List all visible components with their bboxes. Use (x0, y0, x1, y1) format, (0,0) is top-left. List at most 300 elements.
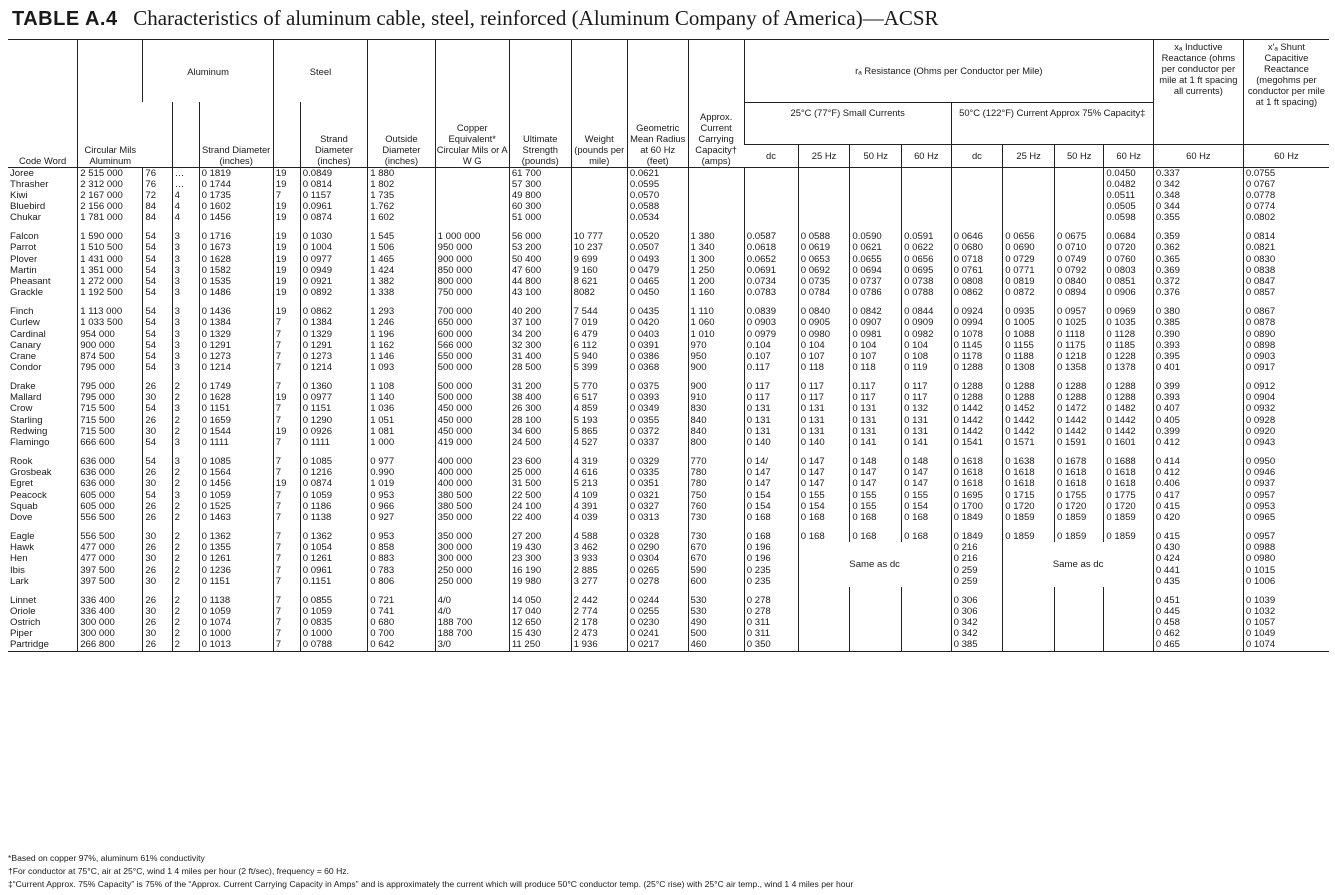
value-cell: 1 036 (368, 403, 435, 414)
value-cell: 1 033 500 (78, 317, 143, 328)
value-cell (902, 167, 951, 179)
header-outside-diameter: Outside Diameter (inches) (368, 40, 435, 168)
code-word-cell: Plover (10, 253, 38, 265)
value-cell: 0 0808 (951, 276, 1003, 287)
value-cell: 0 1214 (199, 362, 273, 373)
value-cell (571, 201, 627, 212)
group-spacer (8, 373, 1329, 381)
value-cell: 0 118 (798, 362, 850, 373)
table-row (8, 478, 1329, 489)
value-cell: 17 040 (509, 606, 571, 617)
value-cell: 3 (172, 437, 199, 448)
value-cell: 0 1618 (1054, 478, 1103, 489)
value-cell: 0 155 (850, 490, 902, 501)
value-cell: 0 0321 (627, 490, 688, 501)
value-cell: 0 131 (744, 403, 798, 414)
value-cell: 0 380 (1153, 306, 1243, 317)
spacer-cell (951, 373, 1003, 381)
value-cell: 7 (273, 467, 300, 478)
value-cell: 0 1273 (199, 351, 273, 362)
value-cell (1104, 628, 1154, 639)
value-cell: 0 1085 (199, 456, 273, 467)
code-word-cell: Peacock (10, 489, 47, 501)
value-cell: 0 1059 (199, 490, 273, 501)
value-cell: 0.0821 (1243, 242, 1329, 253)
spacer-cell (1243, 298, 1329, 306)
value-cell: 0 1456 (199, 478, 273, 489)
value-cell (688, 179, 744, 190)
value-cell (1054, 201, 1103, 212)
value-cell: 0 0588 (798, 231, 850, 242)
value-cell: 460 (688, 639, 744, 651)
value-cell: 0 147 (798, 478, 850, 489)
value-cell: 840 (688, 426, 744, 437)
value-cell: 0 1859 (1054, 512, 1103, 523)
value-cell: 0 131 (798, 403, 850, 414)
value-cell: 0 196 (744, 542, 798, 553)
value-cell: 3 (172, 340, 199, 351)
value-cell (571, 167, 627, 179)
value-cell: 0 107 (850, 351, 902, 362)
value-cell: 0.0783 (744, 287, 798, 298)
value-cell: 26 (143, 565, 172, 576)
header-res-25c: 25°C (77°F) Small Currents (744, 102, 951, 144)
header-al-blank-2 (172, 102, 199, 167)
spacer-cell (1243, 587, 1329, 595)
value-cell: 0 0435 (627, 306, 688, 317)
value-cell: 3 (172, 306, 199, 317)
code-word-cell: Finch (10, 306, 34, 318)
value-cell: 0 147 (744, 467, 798, 478)
value-cell: … (172, 167, 199, 179)
header-gmr: Geometric Mean Radius at 60 Hz (feet) (627, 40, 688, 168)
spacer-cell (273, 223, 300, 231)
value-cell: 0.385 (1153, 317, 1243, 328)
code-word-cell: Flamingo (10, 436, 50, 448)
value-cell: 0 131 (798, 415, 850, 426)
value-cell: 0.362 (1153, 242, 1243, 253)
value-cell: 0 1155 (1003, 340, 1055, 351)
value-cell: 2 (172, 606, 199, 617)
spacer-cell (1054, 587, 1103, 595)
value-cell: 188 700 (435, 617, 509, 628)
value-cell: 0 1057 (1243, 617, 1329, 628)
value-cell: 556 500 (78, 512, 143, 523)
code-word-cell: Ibis (10, 564, 25, 576)
header-al-blank (143, 102, 172, 167)
spacer-cell (627, 373, 688, 381)
value-cell: 84 (143, 201, 172, 212)
value-cell: 0 1054 (300, 542, 367, 553)
value-cell: 0 1859 (1054, 531, 1103, 542)
table-row (8, 501, 1329, 512)
value-cell: 715 500 (78, 426, 143, 437)
header-circular-mils: Circular Mils Aluminum (78, 40, 143, 168)
value-cell: 0 1078 (951, 329, 1003, 340)
value-cell: 4 616 (571, 467, 627, 478)
value-cell (435, 179, 509, 190)
value-cell: 0 147 (850, 467, 902, 478)
value-cell: 250 000 (435, 576, 509, 587)
spacer-cell (1054, 298, 1103, 306)
value-cell: 0 1618 (951, 467, 1003, 478)
value-cell: 24 500 (509, 437, 571, 448)
value-cell: 0 0375 (627, 381, 688, 392)
value-cell: 0 148 (850, 456, 902, 467)
value-cell: 54 (143, 306, 172, 317)
spacer-cell (951, 298, 1003, 306)
value-cell: 0 1716 (199, 231, 273, 242)
spacer-cell (850, 223, 902, 231)
value-cell: 770 (688, 456, 744, 467)
value-cell: 0 462 (1153, 628, 1243, 639)
value-cell: 0 1535 (199, 276, 273, 287)
value-cell: 5 399 (571, 362, 627, 373)
value-cell: 0 131 (902, 426, 951, 437)
spacer-cell (951, 448, 1003, 456)
value-cell: 0 1362 (199, 531, 273, 542)
value-cell: 0.0511 (1104, 190, 1154, 201)
value-cell: 0 14/ (744, 456, 798, 467)
value-cell: 0 1735 (199, 190, 273, 201)
table-row (8, 190, 1329, 201)
value-cell: 72 (143, 190, 172, 201)
value-cell: 1 602 (368, 212, 435, 223)
value-cell (1054, 639, 1103, 651)
value-cell: 0 1175 (1054, 340, 1103, 351)
value-cell (798, 639, 850, 651)
spacer-cell (368, 523, 435, 531)
value-cell: 31 200 (509, 381, 571, 392)
value-cell: 0.406 (1153, 478, 1243, 489)
value-cell: 0 1218 (1054, 351, 1103, 362)
value-cell: 730 (688, 512, 744, 523)
footnote-conductor: †For conductor at 75°C, air at 25°C, wind 1 4 miles per hour (2 ft/sec), frequency = 60 Hz. (8, 866, 349, 876)
value-cell: 0 131 (850, 403, 902, 414)
value-cell: 5 865 (571, 426, 627, 437)
value-cell: 1 510 500 (78, 242, 143, 253)
value-cell: 0 1564 (199, 467, 273, 478)
value-cell: 0 0979 (744, 329, 798, 340)
value-cell: 0 927 (368, 512, 435, 523)
value-cell: 0 0892 (300, 287, 367, 298)
value-cell: 0 977 (368, 456, 435, 467)
value-cell: 19 (273, 265, 300, 276)
value-cell: 26 (143, 501, 172, 512)
value-cell: 0 0965 (1243, 512, 1329, 523)
value-cell: 0.355 (1153, 212, 1243, 223)
value-cell: 0 0977 (300, 254, 367, 265)
table-row (8, 351, 1329, 362)
value-cell: 0 0680 (951, 242, 1003, 253)
value-cell: 0 0368 (627, 362, 688, 373)
value-cell: 0 168 (744, 531, 798, 542)
spacer-cell (688, 448, 744, 456)
spacer-cell (744, 223, 798, 231)
spacer-cell (368, 448, 435, 456)
value-cell (902, 595, 951, 606)
value-cell: 0 0349 (627, 403, 688, 414)
value-cell: 19 430 (509, 542, 571, 553)
value-cell: 0.117 (850, 381, 902, 392)
table-row (8, 265, 1329, 276)
value-cell: 0 0694 (850, 265, 902, 276)
spacer-cell (8, 448, 78, 456)
spacer-cell (172, 298, 199, 306)
code-word-cell: Thrasher (10, 178, 49, 190)
value-cell: 0 1859 (1104, 531, 1154, 542)
value-cell: 0 0844 (902, 306, 951, 317)
value-cell: 0 0479 (627, 265, 688, 276)
value-cell: 1 338 (368, 287, 435, 298)
value-cell: 7 (273, 403, 300, 414)
value-cell: 0 0327 (627, 501, 688, 512)
value-cell: 0 168 (850, 512, 902, 523)
value-cell: 0 117 (798, 392, 850, 403)
value-cell: 0 147 (798, 456, 850, 467)
value-cell: 7 (273, 542, 300, 553)
spacer-cell (798, 448, 850, 456)
spacer-cell (902, 373, 951, 381)
value-cell: 0 1541 (951, 437, 1003, 448)
value-cell: 0 131 (744, 426, 798, 437)
value-cell: 0 1291 (199, 340, 273, 351)
value-cell: 0 0898 (1243, 340, 1329, 351)
spacer-cell (78, 587, 143, 595)
footnote-copper: *Based on copper 97%, aluminum 61% conductivity (8, 853, 205, 863)
value-cell: 0 1188 (1003, 351, 1055, 362)
value-cell: 0 117 (744, 381, 798, 392)
value-cell (744, 179, 798, 190)
value-cell: 0 235 (744, 565, 798, 576)
value-cell: 0 0244 (627, 595, 688, 606)
same-as-dc-note: Same as dc (798, 542, 951, 587)
value-cell: 0 1025 (1054, 317, 1103, 328)
value-cell: 450 000 (435, 403, 509, 414)
value-cell (1054, 606, 1103, 617)
value-cell: 0 1638 (1003, 456, 1055, 467)
value-cell: 0 131 (850, 415, 902, 426)
spacer-cell (1243, 523, 1329, 531)
value-cell: 19 (273, 212, 300, 223)
value-cell: 0 140 (744, 437, 798, 448)
value-cell (571, 179, 627, 190)
value-cell: 0 0855 (300, 595, 367, 606)
value-cell: 4 039 (571, 512, 627, 523)
value-cell: 830 (688, 403, 744, 414)
value-cell: 0 132 (902, 403, 951, 414)
header-ultimate-strength: Ultimate Strength (pounds) (509, 40, 571, 168)
spacer-cell (688, 373, 744, 381)
value-cell: 795 000 (78, 362, 143, 373)
value-cell: 1 000 000 (435, 231, 509, 242)
value-cell: 0 131 (744, 415, 798, 426)
value-cell: 650 000 (435, 317, 509, 328)
value-cell: 0 1486 (199, 287, 273, 298)
footnotes (8, 852, 1328, 891)
value-cell: 0 0903 (1243, 351, 1329, 362)
code-word-cell: Linnet (10, 594, 37, 606)
value-cell: 0 0329 (627, 456, 688, 467)
spacer-cell (8, 587, 78, 595)
value-cell: 380 500 (435, 490, 509, 501)
value-cell: 0 0838 (1243, 265, 1329, 276)
value-cell (798, 167, 850, 179)
spacer-cell (688, 587, 744, 595)
value-cell: 0 0907 (850, 317, 902, 328)
value-cell: 0 1185 (1104, 340, 1154, 351)
value-cell: 0 0961 (300, 565, 367, 576)
value-cell: 0.0755 (1243, 167, 1329, 179)
value-cell: 0 435 (1153, 576, 1243, 587)
table-row (8, 287, 1329, 298)
value-cell: 6 112 (571, 340, 627, 351)
value-cell: 0 465 (1153, 639, 1243, 651)
spacer-cell (1003, 373, 1055, 381)
value-cell: 1 880 (368, 167, 435, 179)
table-row (8, 606, 1329, 617)
value-cell: 636 000 (78, 478, 143, 489)
value-cell: 0 147 (744, 478, 798, 489)
value-cell: 0 0749 (1054, 254, 1103, 265)
value-cell: 0.0590 (850, 231, 902, 242)
value-cell: 0 1618 (1104, 478, 1154, 489)
value-cell: 3 277 (571, 576, 627, 587)
value-cell: 54 (143, 254, 172, 265)
value-cell: 0.0598 (1104, 212, 1154, 223)
value-cell: 0.0588 (627, 201, 688, 212)
code-word-cell: Cardinal (10, 328, 46, 340)
spacer-cell (850, 373, 902, 381)
value-cell (744, 167, 798, 179)
value-cell: 0 0872 (1003, 287, 1055, 298)
value-cell: 27 200 (509, 531, 571, 542)
value-cell: 0 1006 (1243, 576, 1329, 587)
value-cell: … (172, 179, 199, 190)
value-cell: 0 0265 (627, 565, 688, 576)
value-cell: 2 (172, 542, 199, 553)
spacer-cell (951, 223, 1003, 231)
value-cell: 397 500 (78, 576, 143, 587)
spacer-cell (143, 223, 172, 231)
value-cell: 1 431 000 (78, 254, 143, 265)
value-cell: 0 344 (1153, 201, 1243, 212)
header-res-50c: 50°C (122°F) Current Approx 75% Capacity‡ (951, 102, 1153, 144)
value-cell: 0 1088 (1003, 329, 1055, 340)
value-cell: 477 000 (78, 553, 143, 564)
code-word-cell: Martin (10, 264, 37, 276)
spacer-cell (951, 523, 1003, 531)
spacer-cell (172, 448, 199, 456)
value-cell: 350 000 (435, 512, 509, 523)
value-cell: 2 (172, 531, 199, 542)
value-cell (688, 190, 744, 201)
spacer-cell (1003, 523, 1055, 531)
value-cell: 9 699 (571, 254, 627, 265)
value-cell: 0 0926 (300, 426, 367, 437)
value-cell (850, 595, 902, 606)
spacer-cell (435, 298, 509, 306)
spacer-cell (78, 373, 143, 381)
value-cell: 0 1288 (1054, 381, 1103, 392)
value-cell: 0 1775 (1104, 490, 1154, 501)
value-cell: 0 1720 (1003, 501, 1055, 512)
value-cell: 566 000 (435, 340, 509, 351)
value-cell: 0 168 (902, 531, 951, 542)
value-cell: 300 000 (78, 628, 143, 639)
value-cell: 0 131 (902, 415, 951, 426)
value-cell: 0 0241 (627, 628, 688, 639)
value-cell (902, 639, 951, 651)
value-cell: 0 1463 (199, 512, 273, 523)
value-cell: 0 414 (1153, 456, 1243, 467)
value-cell: 188 700 (435, 628, 509, 639)
code-word-cell: Crane (10, 350, 37, 362)
value-cell: 0 1329 (199, 329, 273, 340)
value-cell: 0 0767 (1243, 179, 1329, 190)
value-cell: 0 1118 (1054, 329, 1103, 340)
value-cell: 0 0372 (627, 426, 688, 437)
spacer-cell (1104, 298, 1154, 306)
spacer-cell (368, 223, 435, 231)
value-cell: 1 506 (368, 242, 435, 253)
value-cell: 8082 (571, 287, 627, 298)
value-cell: 0 1360 (300, 381, 367, 392)
value-cell: 636 000 (78, 467, 143, 478)
value-cell: 0 0788 (300, 639, 367, 651)
value-cell: 1 250 (688, 265, 744, 276)
value-cell (1054, 595, 1103, 606)
value-cell: 605 000 (78, 490, 143, 501)
value-cell: 7 019 (571, 317, 627, 328)
value-cell: 0.0652 (744, 254, 798, 265)
value-cell: 0 417 (1153, 490, 1243, 501)
value-cell: 2 (172, 617, 199, 628)
value-cell: 7 (273, 351, 300, 362)
value-cell: 0 1618 (1003, 467, 1055, 478)
value-cell: 0 1355 (199, 542, 273, 553)
value-cell: 0 0814 (1243, 231, 1329, 242)
header-resistance: rₐ Resistance (Ohms per Conductor per Mile) (744, 40, 1153, 103)
value-cell: 0 0847 (1243, 276, 1329, 287)
value-cell: 54 (143, 351, 172, 362)
value-cell: 7 (273, 437, 300, 448)
value-cell: 25 000 (509, 467, 571, 478)
header-steel: Steel (273, 40, 367, 103)
value-cell: 6 479 (571, 329, 627, 340)
value-cell: 1 108 (368, 381, 435, 392)
code-word-cell: Mallard (10, 392, 42, 404)
code-word-cell: Partridge (10, 639, 49, 651)
value-cell (902, 190, 951, 201)
value-cell: 0 1035 (1104, 317, 1154, 328)
value-cell: 0 1015 (1243, 565, 1329, 576)
value-cell: 0 117 (850, 392, 902, 403)
header-50hz-50: 50 Hz (1054, 144, 1103, 167)
value-cell: 4 588 (571, 531, 627, 542)
spacer-cell (1054, 523, 1103, 531)
value-cell: 2 774 (571, 606, 627, 617)
table-row (8, 403, 1329, 414)
value-cell: 0 1482 (1104, 403, 1154, 414)
value-cell: 0 415 (1153, 531, 1243, 542)
value-cell (798, 617, 850, 628)
value-cell: 0 147 (902, 478, 951, 489)
spacer-cell (1003, 298, 1055, 306)
value-cell: 31 500 (509, 478, 571, 489)
value-cell: 636 000 (78, 456, 143, 467)
value-cell: 0 1378 (1104, 362, 1154, 373)
